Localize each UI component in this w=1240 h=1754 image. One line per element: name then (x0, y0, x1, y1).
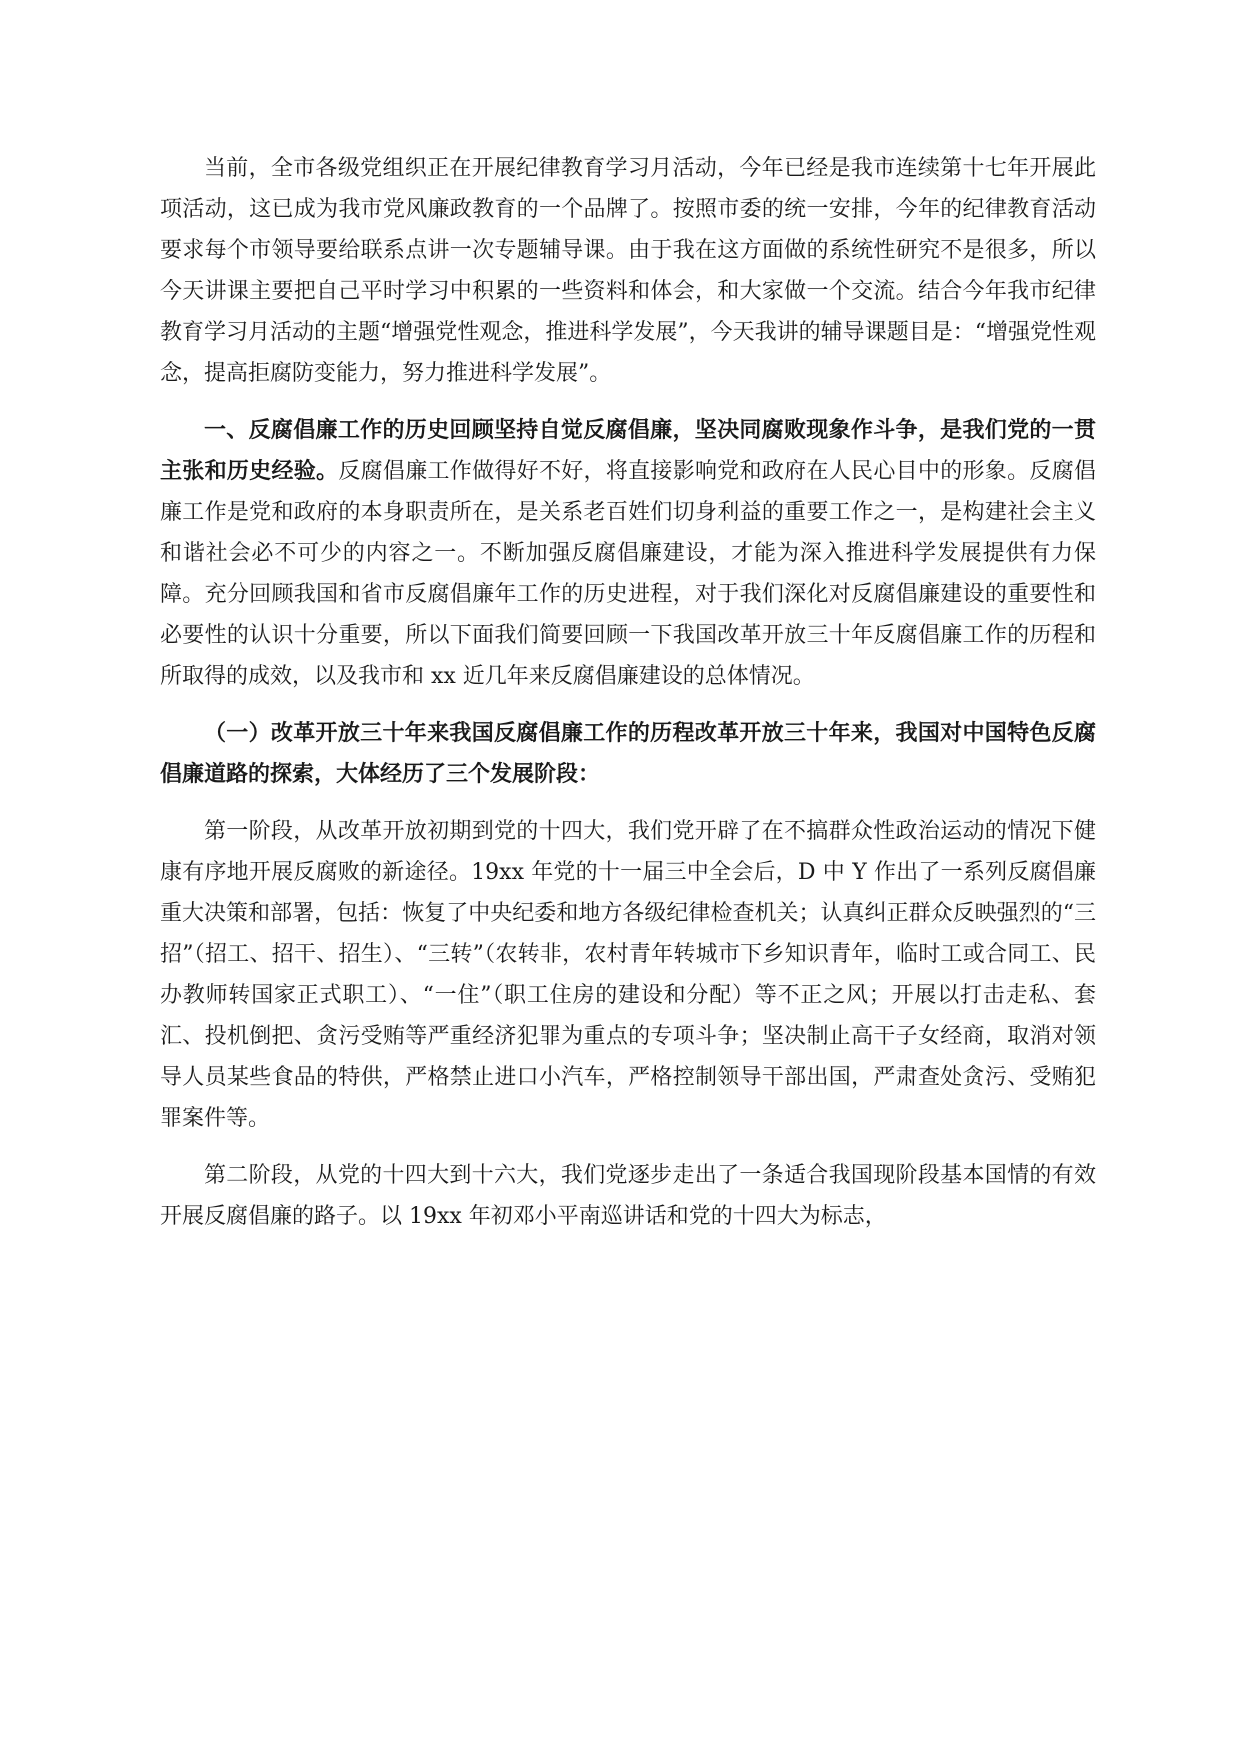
intro-paragraph: 当前，全市各级党组织正在开展纪律教育学习月活动，今年已经是我市连续第十七年开展此项活动，这已成为我市党风廉政教育的一个品牌了。按照市委的统一安排，今年的纪律教育活动要求每个市领导要给联系点讲一次专题辅导课。由于我在这方面做的系统性研究不是很多，所以今天讲课主要把自己平时学习中积累的一些资料和体会，和大家做一个交流。结合今年我市纪律教育学习月活动的主题“增强党性观念，推进科学发展”，今天我讲的辅导课题目是：“增强党性观念，提高拒腐防变能力，努力推进科学发展”。 (160, 156, 1096, 386)
section-1-heading: 一、反腐倡廉工作的历史回顾坚持自觉反腐倡廉，坚决同腐败现象作斗争，是我们党的一贯主张和历史经验。 (160, 417, 1096, 484)
section-1-paragraph (160, 410, 1096, 697)
section-1-body: 反腐倡廉工作做得好不好，将直接影响党和政府在人民心目中的形象。反腐倡廉工作是党和政府的本身职责所在，是关系老百姓们切身利益的重要工作之一，是构建社会主义和谐社会必不可少的内容之一。不断加强反腐倡廉建设，才能为深入推进科学发展提供有力保障。充分回顾我国和省市反腐倡廉年工作的历史进程，对于我们深化对反腐倡廉建设的重要性和必要性的认识十分重要，所以下面我们简要回顾一下我国改革开放三十年反腐倡廉工作的历程和所取得的成效，以及我市和 xx 近几年来反腐倡廉建设的总体情况。 (160, 459, 1096, 689)
document-page (160, 148, 1096, 1253)
stage-1-paragraph: 第一阶段，从改革开放初期到党的十四大，我们党开辟了在不搞群众性政治运动的情况下健康有序地开展反腐败的新途径。19xx 年党的十一届三中全会后，D 中 Y 作出了一系列反腐倡廉重大决策和部署，包括：恢复了中央纪委和地方各级纪律检查机关；认真纠正群众反映强烈的“三招”（招工、招干、招生）、“三转”（农转非，农村青年转城市下乡知识青年，临时工或合同工、民办教师转国家正式职工）、“一住”（职工住房的建设和分配）等不正之风；开展以打击走私、套汇、投机倒把、贪污受贿等严重经济犯罪为重点的专项斗争；坚决制止高干子女经商，取消对领导人员某些食品的特供，严格禁止进口小汽车，严格控制领导干部出国，严肃查处贪污、受贿犯罪案件等。 (160, 819, 1096, 1131)
stage-2-paragraph: 第二阶段，从党的十四大到十六大，我们党逐步走出了一条适合我国现阶段基本国情的有效开展反腐倡廉的路子。以 19xx 年初邓小平南巡讲话和党的十四大为标志， (160, 1163, 1096, 1229)
subsection-1-heading: （一）改革开放三十年来我国反腐倡廉工作的历程改革开放三十年来，我国对中国特色反腐倡廉道路的探索，大体经历了三个发展阶段： (160, 720, 1096, 787)
